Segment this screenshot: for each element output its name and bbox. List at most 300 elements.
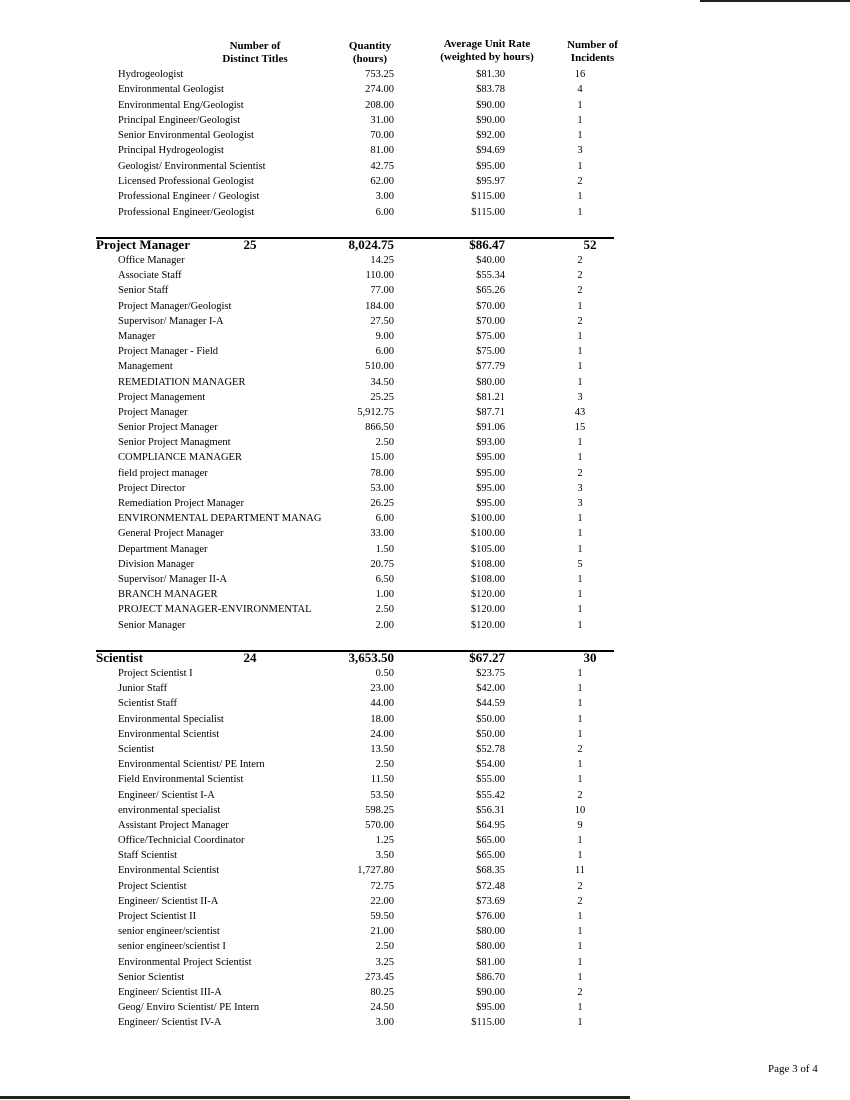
average-unit-rate: $108.00 — [470, 558, 505, 570]
job-title: Assistant Project Manager — [118, 819, 229, 831]
header-average-unit-rate: Average Unit Rate (weighted by hours) — [440, 38, 534, 63]
job-title: Project Scientist — [118, 880, 187, 892]
quantity-hours: 15.00 — [370, 452, 394, 464]
average-unit-rate: $105.00 — [470, 543, 505, 555]
header-quantity: Quantity (hours) — [348, 40, 392, 65]
average-unit-rate: $95.00 — [476, 160, 505, 172]
job-title: Junior Staff — [118, 683, 168, 695]
quantity-hours: 20.75 — [370, 558, 394, 570]
table-row — [0, 161, 850, 176]
incident-count: 1 — [577, 589, 583, 601]
incident-count: 1 — [577, 528, 583, 540]
incident-count: 1 — [577, 191, 583, 203]
quantity-hours: 78.00 — [370, 467, 394, 479]
incident-count: 2 — [577, 880, 583, 892]
geologist-rows-section — [0, 69, 850, 222]
average-unit-rate: $120.00 — [470, 619, 505, 631]
quantity-hours: 753.25 — [365, 69, 394, 80]
job-title: Supervisor/ Manager II-A — [118, 573, 228, 585]
table-row — [0, 498, 850, 513]
table-row — [0, 331, 850, 346]
table-row — [0, 191, 850, 206]
average-unit-rate: $55.34 — [476, 270, 505, 282]
quantity-hours: 53.00 — [370, 482, 394, 494]
quantity-hours: 273.45 — [365, 971, 394, 983]
job-title: Project Manager - Field — [118, 346, 219, 358]
quantity-hours: 2.50 — [375, 941, 394, 953]
table-row — [0, 392, 850, 407]
quantity-hours: 1.50 — [375, 543, 394, 555]
quantity-hours: 24.00 — [370, 728, 394, 740]
quantity-hours: 6.00 — [375, 346, 394, 358]
quantity-hours: 14.25 — [370, 255, 394, 266]
average-unit-rate: $100.00 — [470, 528, 505, 540]
average-unit-rate: $73.69 — [476, 895, 505, 907]
incident-count: 1 — [577, 330, 583, 342]
quantity-hours: 21.00 — [370, 926, 394, 938]
table-row — [0, 744, 850, 759]
incident-count: 1 — [577, 850, 583, 862]
average-unit-rate: $95.00 — [476, 467, 505, 479]
incident-count: 16 — [574, 69, 586, 80]
quantity-hours: 6.00 — [375, 206, 394, 218]
job-title: Scientist Staff — [118, 698, 178, 710]
average-unit-rate: $65.00 — [476, 850, 505, 862]
job-title: Licensed Professional Geologist — [118, 176, 254, 188]
group-total-hours: 8,024.75 — [348, 237, 394, 252]
table-row — [0, 316, 850, 331]
incident-count: 1 — [577, 956, 583, 968]
incident-count: 3 — [577, 482, 583, 494]
average-unit-rate: $54.00 — [476, 759, 505, 771]
average-unit-rate: $90.00 — [476, 99, 505, 111]
quantity-hours: 184.00 — [365, 300, 394, 312]
job-title: BRANCH MANAGER — [118, 589, 218, 601]
table-row — [0, 84, 850, 99]
group-name: Project Manager — [96, 237, 190, 252]
job-title: environmental specialist — [118, 804, 221, 816]
average-unit-rate: $81.30 — [476, 69, 505, 80]
table-row — [0, 407, 850, 422]
incident-count: 2 — [577, 789, 583, 801]
job-title: Senior Project Managment — [118, 437, 231, 449]
table-row — [0, 559, 850, 574]
quantity-hours: 570.00 — [365, 819, 394, 831]
average-unit-rate: $70.00 — [476, 300, 505, 312]
quantity-hours: 80.25 — [370, 986, 394, 998]
average-unit-rate: $83.78 — [476, 84, 505, 96]
incident-count: 1 — [577, 376, 583, 388]
job-title: Office/Technicial Coordinator — [118, 835, 245, 847]
average-unit-rate: $56.31 — [476, 804, 505, 816]
table-row — [0, 377, 850, 392]
incident-count: 2 — [577, 895, 583, 907]
average-unit-rate: $81.00 — [476, 956, 505, 968]
job-title: Management — [118, 361, 173, 373]
table-row — [0, 270, 850, 285]
incident-count: 1 — [577, 941, 583, 953]
group-distinct-title-count: 24 — [243, 650, 257, 665]
group-average-rate: $86.47 — [469, 237, 505, 252]
table-row — [0, 941, 850, 956]
job-title: Engineer/ Scientist I-A — [118, 789, 215, 801]
table-row — [0, 1002, 850, 1017]
table-row — [0, 957, 850, 972]
table-row — [0, 574, 850, 589]
job-title: Division Manager — [118, 558, 195, 570]
quantity-hours: 53.50 — [370, 789, 394, 801]
quantity-hours: 274.00 — [365, 84, 394, 96]
average-unit-rate: $95.00 — [476, 452, 505, 464]
table-row — [0, 452, 850, 467]
job-title: Engineer/ Scientist IV-A — [118, 1017, 222, 1029]
average-unit-rate: $70.00 — [476, 315, 505, 327]
table-row — [0, 207, 850, 222]
job-title: Senior Scientist — [118, 971, 185, 983]
incident-count: 5 — [577, 558, 583, 570]
table-row — [0, 926, 850, 941]
incident-count: 15 — [574, 422, 586, 434]
job-title: field project manager — [118, 467, 208, 479]
table-row — [0, 774, 850, 789]
page-number: Page 3 of 4 — [768, 1063, 818, 1075]
incident-count: 9 — [577, 819, 583, 831]
table-row — [0, 1017, 850, 1032]
quantity-hours: 34.50 — [370, 376, 394, 388]
average-unit-rate: $55.42 — [476, 789, 505, 801]
job-title: Senior Manager — [118, 619, 186, 631]
average-unit-rate: $94.69 — [476, 145, 505, 157]
scan-edge-mark — [700, 0, 850, 2]
average-unit-rate: $75.00 — [476, 330, 505, 342]
incident-count: 1 — [577, 698, 583, 710]
job-title: senior engineer/scientist I — [118, 941, 226, 953]
job-title: Professional Engineer/Geologist — [118, 206, 255, 218]
job-title: Manager — [118, 330, 156, 342]
incident-count: 1 — [577, 573, 583, 585]
table-row — [0, 911, 850, 926]
average-unit-rate: $80.00 — [476, 376, 505, 388]
average-unit-rate: $72.48 — [476, 880, 505, 892]
job-title: Supervisor/ Manager I-A — [118, 315, 224, 327]
average-unit-rate: $81.21 — [476, 391, 505, 403]
incident-count: 1 — [577, 835, 583, 847]
quantity-hours: 11.50 — [370, 774, 394, 786]
group-header-row — [0, 237, 850, 255]
quantity-hours: 1.00 — [375, 589, 394, 601]
table-row — [0, 483, 850, 498]
average-unit-rate: $120.00 — [470, 589, 505, 601]
table-row — [0, 422, 850, 437]
table-row — [0, 759, 850, 774]
incident-count: 4 — [577, 84, 583, 96]
table-row — [0, 683, 850, 698]
job-title: Environmental Scientist/ PE Intern — [118, 759, 265, 771]
quantity-hours: 70.00 — [370, 130, 394, 142]
table-row — [0, 285, 850, 300]
quantity-hours: 22.00 — [370, 895, 394, 907]
incident-count: 1 — [577, 604, 583, 616]
project-manager-section — [0, 237, 850, 635]
table-row — [0, 604, 850, 619]
quantity-hours: 59.50 — [370, 911, 394, 922]
average-unit-rate: $120.00 — [470, 604, 505, 616]
table-row — [0, 115, 850, 130]
quantity-hours: 3.50 — [375, 850, 394, 862]
incident-count: 1 — [577, 683, 583, 695]
quantity-hours: 62.00 — [370, 176, 394, 188]
average-unit-rate: $90.00 — [476, 986, 505, 998]
table-row — [0, 255, 850, 270]
incident-count: 43 — [574, 406, 586, 418]
average-unit-rate: $80.00 — [476, 941, 505, 953]
quantity-hours: 3.25 — [375, 956, 394, 968]
average-unit-rate: $108.00 — [470, 573, 505, 585]
quantity-hours: 44.00 — [370, 698, 394, 710]
job-title: Engineer/ Scientist II-A — [118, 895, 219, 907]
incident-count: 1 — [577, 911, 583, 922]
table-row — [0, 698, 850, 713]
table-row — [0, 528, 850, 543]
incident-count: 1 — [577, 346, 583, 358]
incident-count: 1 — [577, 543, 583, 555]
table-row — [0, 100, 850, 115]
job-title: Project Manager/Geologist — [118, 300, 232, 312]
quantity-hours: 2.50 — [375, 437, 394, 449]
job-title: Environmental Project Scientist — [118, 956, 252, 968]
table-row — [0, 805, 850, 820]
table-row — [0, 790, 850, 805]
average-unit-rate: $42.00 — [476, 683, 505, 695]
header-number-of-incidents: Number of Incidents — [567, 39, 618, 64]
quantity-hours: 6.00 — [375, 513, 394, 525]
incident-count: 1 — [577, 206, 583, 218]
table-row — [0, 176, 850, 191]
quantity-hours: 0.50 — [375, 668, 394, 679]
table-row — [0, 437, 850, 452]
job-title: Project Management — [118, 391, 206, 403]
average-unit-rate: $40.00 — [476, 255, 505, 266]
job-title: Staff Scientist — [118, 850, 178, 862]
quantity-hours: 77.00 — [370, 285, 394, 297]
quantity-hours: 510.00 — [365, 361, 394, 373]
job-title: Project Manager — [118, 406, 188, 418]
job-title: Engineer/ Scientist III-A — [118, 986, 222, 998]
job-title: General Project Manager — [118, 528, 224, 540]
quantity-hours: 42.75 — [370, 160, 394, 172]
table-row — [0, 69, 850, 84]
quantity-hours: 2.50 — [375, 604, 394, 616]
group-distinct-title-count: 25 — [243, 237, 257, 252]
incident-count: 2 — [577, 255, 583, 266]
quantity-hours: 208.00 — [365, 99, 394, 111]
table-row — [0, 865, 850, 880]
job-title: Geologist/ Environmental Scientist — [118, 160, 266, 172]
job-title: Senior Project Manager — [118, 422, 218, 434]
average-unit-rate: $76.00 — [476, 911, 505, 922]
incident-count: 1 — [577, 713, 583, 725]
group-incident-total: 30 — [583, 650, 597, 665]
quantity-hours: 72.75 — [370, 880, 394, 892]
incident-count: 3 — [577, 498, 583, 509]
job-title: Geog/ Enviro Scientist/ PE Intern — [118, 1002, 260, 1014]
quantity-hours: 27.50 — [370, 315, 394, 327]
average-unit-rate: $87.71 — [476, 406, 505, 418]
table-row — [0, 896, 850, 911]
job-title: Principal Engineer/Geologist — [118, 114, 241, 126]
average-unit-rate: $95.00 — [476, 1002, 505, 1014]
incident-count: 1 — [577, 619, 583, 631]
average-unit-rate: $115.00 — [471, 206, 505, 218]
job-title: Field Environmental Scientist — [118, 774, 244, 786]
incident-count: 2 — [577, 315, 583, 327]
quantity-hours: 24.50 — [370, 1002, 394, 1014]
job-title: Professional Engineer / Geologist — [118, 191, 260, 203]
quantity-hours: 866.50 — [365, 422, 394, 434]
job-title: Senior Environmental Geologist — [118, 130, 254, 142]
scan-edge-mark — [0, 1096, 630, 1099]
average-unit-rate: $65.00 — [476, 835, 505, 847]
average-unit-rate: $80.00 — [476, 926, 505, 938]
average-unit-rate: $91.06 — [476, 422, 505, 434]
table-row — [0, 820, 850, 835]
job-title: Environmental Geologist — [118, 84, 224, 96]
job-title: Scientist — [118, 743, 155, 755]
quantity-hours: 5,912.75 — [357, 406, 394, 418]
incident-count: 1 — [577, 452, 583, 464]
job-title: Associate Staff — [118, 270, 182, 282]
incident-count: 2 — [577, 467, 583, 479]
average-unit-rate: $100.00 — [470, 513, 505, 525]
average-unit-rate: $65.26 — [476, 285, 505, 297]
table-row — [0, 130, 850, 145]
quantity-hours: 2.00 — [375, 619, 394, 631]
quantity-hours: 1.25 — [375, 835, 394, 847]
table-row — [0, 620, 850, 635]
incident-count: 1 — [577, 926, 583, 938]
job-title: Office Manager — [118, 255, 185, 266]
incident-count: 1 — [577, 971, 583, 983]
header-distinct-titles: Number of Distinct Titles — [222, 40, 288, 65]
job-title: Hydrogeologist — [118, 69, 184, 80]
average-unit-rate: $52.78 — [476, 743, 505, 755]
table-row — [0, 729, 850, 744]
incident-count: 11 — [574, 865, 586, 877]
group-header-row — [0, 650, 850, 668]
job-title: Project Scientist II — [118, 911, 197, 922]
job-title: Remediation Project Manager — [118, 498, 244, 509]
average-unit-rate: $95.00 — [476, 482, 505, 494]
average-unit-rate: $90.00 — [476, 114, 505, 126]
quantity-hours: 1,727.80 — [357, 865, 394, 877]
average-unit-rate: $64.95 — [476, 819, 505, 831]
job-title: PROJECT MANAGER-ENVIRONMENTAL — [118, 604, 312, 616]
incident-count: 1 — [577, 513, 583, 525]
job-title: Environmental Specialist — [118, 713, 224, 725]
incident-count: 1 — [577, 1002, 583, 1014]
job-title: Project Scientist I — [118, 668, 193, 679]
quantity-hours: 9.00 — [375, 330, 394, 342]
incident-count: 2 — [577, 176, 583, 188]
table-row — [0, 714, 850, 729]
incident-count: 1 — [577, 759, 583, 771]
incident-count: 2 — [577, 270, 583, 282]
average-unit-rate: $115.00 — [471, 191, 505, 203]
quantity-hours: 18.00 — [370, 713, 394, 725]
job-title: Principal Hydrogeologist — [118, 145, 224, 157]
job-title: Senior Staff — [118, 285, 169, 297]
incident-count: 1 — [577, 1017, 583, 1029]
average-unit-rate: $50.00 — [476, 713, 505, 725]
average-unit-rate: $68.35 — [476, 865, 505, 877]
job-title: Environmental Eng/Geologist — [118, 99, 244, 111]
table-row — [0, 513, 850, 528]
average-unit-rate: $95.97 — [476, 176, 505, 188]
job-title: Department Manager — [118, 543, 208, 555]
table-row — [0, 881, 850, 896]
average-unit-rate: $23.75 — [476, 668, 505, 679]
group-incident-total: 52 — [583, 237, 597, 252]
incident-count: 3 — [577, 391, 583, 403]
scientist-section — [0, 650, 850, 1033]
incident-count: 2 — [577, 743, 583, 755]
incident-count: 1 — [577, 437, 583, 449]
quantity-hours: 598.25 — [365, 804, 394, 816]
average-unit-rate: $75.00 — [476, 346, 505, 358]
average-unit-rate: $115.00 — [471, 1017, 505, 1029]
incident-count: 3 — [577, 145, 583, 157]
job-title: Project Director — [118, 482, 186, 494]
incident-count: 1 — [577, 114, 583, 126]
quantity-hours: 23.00 — [370, 683, 394, 695]
quantity-hours: 33.00 — [370, 528, 394, 540]
incident-count: 1 — [577, 728, 583, 740]
job-title: senior engineer/scientist — [118, 926, 220, 938]
quantity-hours: 81.00 — [370, 145, 394, 157]
job-title: ENVIRONMENTAL DEPARTMENT MANAG — [118, 513, 322, 525]
incident-count: 1 — [577, 300, 583, 312]
table-row — [0, 361, 850, 376]
average-unit-rate: $44.59 — [476, 698, 505, 710]
quantity-hours: 26.25 — [370, 498, 394, 509]
average-unit-rate: $93.00 — [476, 437, 505, 449]
average-unit-rate: $55.00 — [476, 774, 505, 786]
incident-count: 1 — [577, 668, 583, 679]
job-title: REMEDIATION MANAGER — [118, 376, 246, 388]
table-row — [0, 668, 850, 683]
average-unit-rate: $86.70 — [476, 971, 505, 983]
group-total-hours: 3,653.50 — [348, 650, 394, 665]
quantity-hours: 13.50 — [370, 743, 394, 755]
incident-count: 1 — [577, 361, 583, 373]
incident-count: 2 — [577, 285, 583, 297]
table-row — [0, 346, 850, 361]
table-row — [0, 145, 850, 160]
table-row — [0, 987, 850, 1002]
job-title: Environmental Scientist — [118, 728, 220, 740]
quantity-hours: 2.50 — [375, 759, 394, 771]
quantity-hours: 3.00 — [375, 191, 394, 203]
table-row — [0, 850, 850, 865]
group-name: Scientist — [96, 650, 143, 665]
quantity-hours: 110.00 — [365, 270, 394, 282]
incident-count: 1 — [577, 160, 583, 172]
average-unit-rate: $92.00 — [476, 130, 505, 142]
incident-count: 10 — [574, 804, 586, 816]
job-title: Environmental Scientist — [118, 865, 220, 877]
incident-count: 2 — [577, 986, 583, 998]
quantity-hours: 25.25 — [370, 391, 394, 403]
